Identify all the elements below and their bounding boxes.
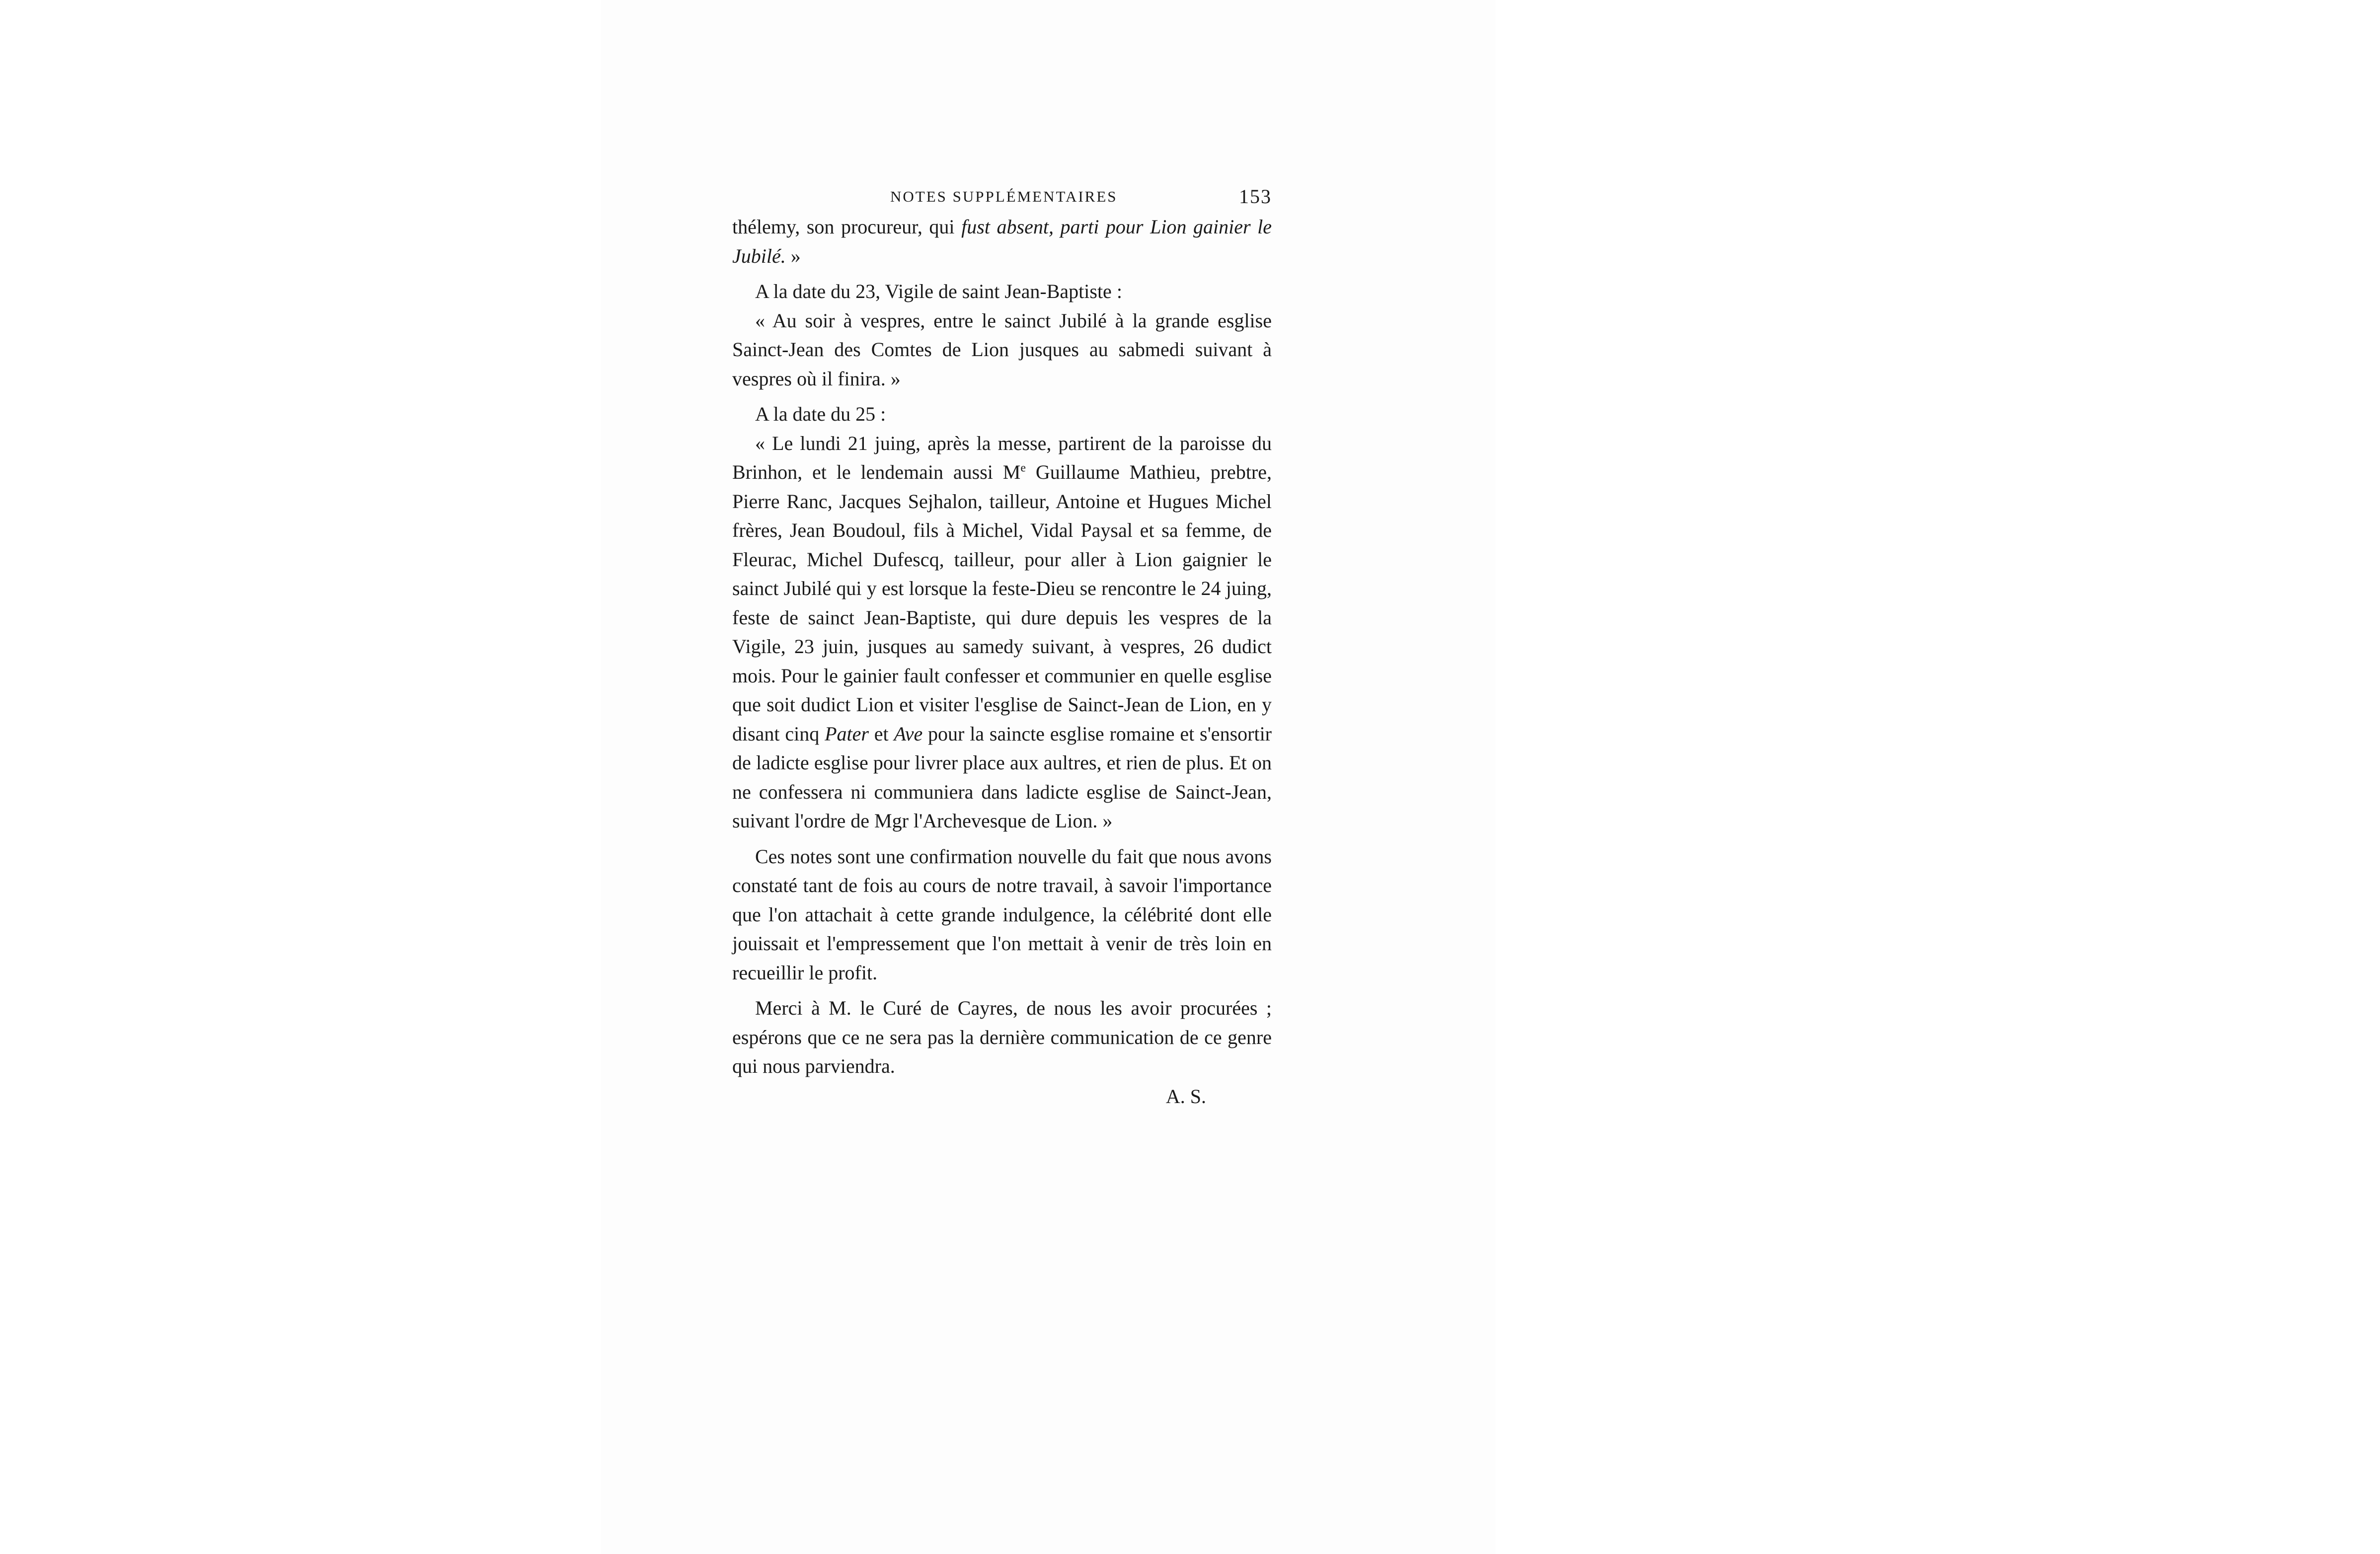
running-head-title: NOTES SUPPLÉMENTAIRES: [890, 188, 1118, 205]
signature: A. S.: [1165, 1085, 1206, 1108]
paragraph-date-23: A la date du 23, Vigile de saint Jean-Baptiste :: [755, 280, 1122, 302]
text-run: pour la saincte esglise romaine et s'ensortir de ladicte esglise pour livrer place aux aultres, et rien de plus. Et on ne confessera ni communiera dans ladicte esglise de Sainct-Jean, suivant l'ordre de Mgr l'Archevesque de Lion. »: [732, 722, 1272, 832]
paragraph-continuation: [732, 213, 1272, 271]
paragraph-commentary: Ces notes sont une confirmation nouvelle du fait que nous avons constaté tant de fois au cours de notre travail, à savoir l'importance que l'on attachait à cette grande indulgence, la célébrité dont elle jouissait et l'empressement que l'on mettait à venir de très loin en recueillir le profit.: [732, 845, 1272, 984]
italic-run: fust absent, parti pour Lion gainier le Jubilé.: [732, 216, 1272, 267]
quote-jubile-entry: « Au soir à vespres, entre le sainct Jubilé à la grande esglise Sainct-Jean des Comtes de Lion jusques au sabmedi suivant à vespres où il finira. »: [732, 309, 1272, 390]
italic-run: Pater: [825, 722, 869, 745]
paragraph-date-25: A la date du 25 :: [755, 403, 886, 425]
text-run: « Le lundi 21 juing, après la messe, partirent de la paroisse du Brinhon, et le lendemain aussi M: [732, 432, 1272, 483]
running-head: [732, 185, 1272, 213]
superscript: e: [1020, 461, 1026, 475]
page-number: 153: [1239, 185, 1272, 208]
text-run: thélemy, son procureur, qui: [732, 216, 962, 238]
text-run: Guillaume Mathieu, prebtre, Pierre Ranc, Jacques Sejhalon, tailleur, Antoine et Hugues Michel frères, Jean Boudoul, fils à Michel, Vidal Paysal et sa femme, de Fleurac, Michel Dufescq, tailleur, pour aller à Lion gaignier le sainct Jubilé qui y est lorsque la feste-Dieu se rencontre le 24 juing, feste de sainct Jean-Baptiste, qui dure depuis les vespres de la Vigile, 23 juin, jusques au samedy suivant, à vespres, 26 dudict mois. Pour le gainier fault confesser et communier en quelle esglise que soit dudict Lion et visiter l'esglise de Sainct-Jean de Lion, en y disant cinq: [732, 461, 1272, 745]
text-run: et: [868, 722, 894, 745]
quote-departure: [732, 429, 1272, 836]
page-text-block: [732, 185, 1272, 1111]
paragraph-thanks: Merci à M. le Curé de Cayres, de nous les avoir procurées ; espérons que ce ne sera pas la dernière communication de ce genre qui nous parviendra.: [732, 997, 1272, 1077]
text-run: »: [785, 244, 801, 267]
italic-run: Ave: [894, 722, 923, 745]
